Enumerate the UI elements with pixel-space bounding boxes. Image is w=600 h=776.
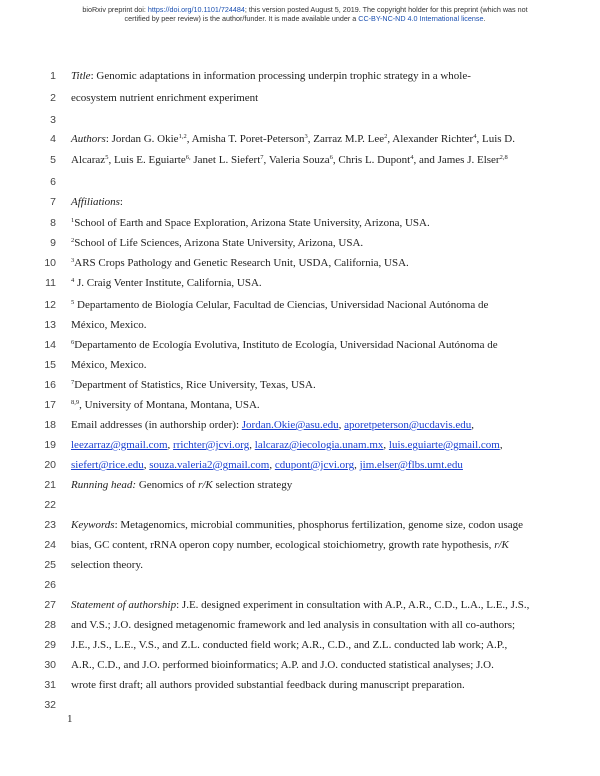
line-text bbox=[71, 355, 146, 375]
manuscript-line bbox=[0, 355, 600, 375]
superscript: 2,8 bbox=[499, 154, 508, 161]
author-name: , Chris L. Dupont bbox=[332, 154, 411, 166]
author-name: , Luis D. bbox=[476, 133, 515, 145]
affiliation-text: Departamento de Biología Celular, Facultad de Ciencias, Universidad Nacional Autónoma de bbox=[74, 299, 489, 311]
line-text bbox=[71, 88, 258, 108]
email-link[interactable]: cdupont@jcvi.org bbox=[274, 459, 355, 471]
line-text: siefert@rice.edu, souza.valeria2@gmail.com, cdupont@jcvi.org, jim.elser@flbs.umt.edu bbox=[71, 459, 463, 471]
line-number: 27 bbox=[44, 599, 56, 611]
email-link[interactable]: aporetpeterson@ucdavis.edu bbox=[344, 419, 472, 431]
manuscript-line bbox=[0, 315, 600, 335]
email-label: Email addresses (in authorship order): bbox=[71, 419, 242, 431]
author-name: , Alexander Richter bbox=[387, 133, 474, 145]
superscript: 3 bbox=[304, 133, 308, 140]
author-name: , Amisha T. Poret-Peterson bbox=[186, 133, 305, 145]
keywords-text: : Metagenomics, microbial communities, phosphorus fertilization, genome size, codon usage bbox=[114, 519, 524, 531]
banner-text: bioRxiv preprint doi: bbox=[82, 5, 148, 14]
line-text bbox=[71, 233, 363, 253]
line-number: 31 bbox=[44, 679, 56, 691]
line-number: 6 bbox=[50, 176, 56, 188]
manuscript-line bbox=[0, 615, 600, 635]
manuscript-line bbox=[0, 575, 600, 595]
title-text: : Genomic adaptations in information processing underpin trophic strategy in a whole- bbox=[90, 70, 471, 82]
running-head-label: Running head: bbox=[71, 479, 137, 491]
line-number: 22 bbox=[44, 499, 56, 511]
manuscript-line bbox=[0, 233, 600, 253]
superscript: 4 bbox=[473, 133, 477, 140]
affiliation-text: México, Mexico. bbox=[71, 319, 147, 331]
line-number: 32 bbox=[44, 699, 56, 711]
line-number: 2 bbox=[50, 92, 56, 104]
superscript: 7 bbox=[260, 154, 264, 161]
manuscript-line bbox=[0, 495, 600, 515]
line-text bbox=[71, 335, 498, 355]
line-text bbox=[71, 595, 529, 615]
line-text bbox=[71, 253, 409, 273]
statement-label: Statement of authorship bbox=[71, 599, 177, 611]
line-text bbox=[71, 129, 515, 149]
affiliation-text: School of Earth and Space Exploration, Arizona State University, Arizona, USA. bbox=[74, 217, 430, 229]
manuscript-line bbox=[0, 88, 600, 108]
line-text bbox=[71, 655, 494, 675]
manuscript-line bbox=[0, 415, 600, 435]
manuscript-line bbox=[0, 129, 600, 149]
banner-text: . bbox=[483, 14, 486, 23]
line-number: 5 bbox=[50, 154, 56, 166]
line-number: 4 bbox=[50, 133, 56, 145]
line-number: 17 bbox=[44, 399, 56, 411]
affiliation-text: J. Craig Venter Institute, California, USA. bbox=[74, 277, 262, 289]
manuscript-line bbox=[0, 253, 600, 273]
manuscript-line bbox=[0, 172, 600, 192]
superscript: 7 bbox=[71, 379, 75, 386]
line-number: 24 bbox=[44, 539, 56, 551]
author-name: Janet L. Siefert bbox=[190, 154, 261, 166]
statement-text: and V.S.; J.O. designed metagenomic framework and led analysis in consultation with all co-authors; bbox=[71, 619, 516, 631]
line-number: 10 bbox=[44, 257, 56, 269]
line-text bbox=[71, 395, 260, 415]
line-text bbox=[71, 555, 143, 575]
superscript: 3 bbox=[71, 257, 75, 264]
line-text bbox=[71, 375, 316, 395]
page-number: 1 bbox=[67, 713, 73, 725]
running-head-text: selection strategy bbox=[212, 479, 293, 491]
manuscript-line bbox=[0, 273, 600, 293]
author-name: Alcaraz bbox=[71, 154, 106, 166]
manuscript-line bbox=[0, 213, 600, 233]
superscript: 8,9 bbox=[71, 399, 80, 406]
author-name: , Valeria Souza bbox=[263, 154, 330, 166]
line-number: 21 bbox=[44, 479, 56, 491]
affiliation-text: School of Life Sciences, Arizona State University, Arizona, USA. bbox=[74, 237, 364, 249]
manuscript-line bbox=[0, 295, 600, 315]
line-number: 12 bbox=[44, 299, 56, 311]
manuscript-line bbox=[0, 455, 600, 475]
author-name: , Zarraz M.P. Lee bbox=[307, 133, 385, 145]
author-name: : Jordan G. Okie bbox=[105, 133, 179, 145]
superscript: 2 bbox=[384, 133, 388, 140]
line-text bbox=[71, 295, 488, 315]
manuscript-line bbox=[0, 150, 600, 170]
manuscript-line bbox=[0, 435, 600, 455]
statement-text: wrote first draft; all authors provided substantial feedback during manuscript preparation. bbox=[71, 679, 465, 691]
line-number: 25 bbox=[44, 559, 56, 571]
line-text bbox=[71, 315, 146, 335]
title-text: ecosystem nutrient enrichment experiment bbox=[71, 92, 259, 104]
manuscript-line bbox=[0, 475, 600, 495]
line-text bbox=[71, 515, 523, 535]
line-text bbox=[71, 273, 262, 293]
manuscript-line bbox=[0, 110, 600, 130]
line-text bbox=[71, 675, 465, 695]
doi-link[interactable]: https://doi.org/10.1101/724484 bbox=[147, 5, 245, 14]
manuscript-line bbox=[0, 335, 600, 355]
email-link[interactable]: Jordan.Okie@asu.edu bbox=[241, 419, 339, 431]
banner-text: ; this version posted August 5, 2019. The copyright holder for this preprint (which was not bbox=[244, 5, 528, 14]
line-number: 16 bbox=[44, 379, 56, 391]
affiliation-text: Departamento de Ecología Evolutiva, Instituto de Ecología, Universidad Nacional Autónoma de bbox=[74, 339, 498, 351]
line-number: 20 bbox=[44, 459, 56, 471]
line-number: 30 bbox=[44, 659, 56, 671]
line-number: 15 bbox=[44, 359, 56, 371]
line-number: 18 bbox=[44, 419, 56, 431]
line-text: Affiliations: bbox=[71, 196, 123, 208]
line-number: 1 bbox=[50, 70, 56, 82]
manuscript-line bbox=[0, 395, 600, 415]
line-text bbox=[71, 535, 509, 555]
superscript: 5 bbox=[105, 154, 109, 161]
line-number: 3 bbox=[50, 114, 56, 126]
manuscript-line bbox=[0, 535, 600, 555]
line-number: 11 bbox=[45, 277, 56, 289]
superscript: 1 bbox=[71, 217, 75, 224]
statement-text: A.R., C.D., and J.O. performed bioinformatics; A.P. and J.O. conducted statistical analyses; J.O. bbox=[71, 659, 494, 671]
line-text bbox=[71, 635, 507, 655]
email-link[interactable]: luis.eguiarte@gmail.com bbox=[388, 439, 500, 451]
line-number: 28 bbox=[44, 619, 56, 631]
email-link[interactable]: siefert@rice.edu bbox=[71, 459, 144, 471]
manuscript-line bbox=[0, 66, 600, 86]
title-label: Title bbox=[71, 70, 91, 82]
manuscript-line bbox=[0, 635, 600, 655]
line-text bbox=[71, 213, 430, 233]
superscript: 1,2 bbox=[178, 133, 187, 140]
manuscript-line bbox=[0, 515, 600, 535]
keywords-text: bias, GC content, rRNA operon copy number, ecological stoichiometry, growth rate hypothesis, bbox=[71, 539, 495, 551]
superscript: 6, bbox=[185, 154, 191, 161]
line-text bbox=[71, 150, 508, 170]
banner-text: certified by peer review) is the author/funder. It is made available under a bbox=[124, 14, 359, 23]
superscript: 5 bbox=[71, 299, 75, 306]
affiliation-text: , University of Montana, Montana, USA. bbox=[79, 399, 260, 411]
authors-label: Authors bbox=[71, 133, 106, 145]
line-text: Email addresses (in authorship order): Jordan.Okie@asu.edu, aporetpeterson@ucdavis.edu, bbox=[71, 419, 475, 431]
email-link[interactable]: lalcaraz@iecologia.unam.mx bbox=[254, 439, 384, 451]
affiliation-text: México, Mexico. bbox=[71, 359, 147, 371]
line-number: 9 bbox=[50, 237, 56, 249]
email-link[interactable]: jim.elser@flbs.umt.edu bbox=[359, 459, 463, 471]
line-number: 29 bbox=[44, 639, 56, 651]
affiliations-label: Affiliations bbox=[71, 196, 120, 208]
email-link[interactable]: souza.valeria2@gmail.com bbox=[149, 459, 270, 471]
superscript: 2 bbox=[71, 237, 75, 244]
line-number: 14 bbox=[44, 339, 56, 351]
manuscript-line bbox=[0, 192, 600, 212]
running-head-text: r/K bbox=[198, 479, 213, 491]
keywords-label: Keywords bbox=[71, 519, 115, 531]
line-text: leezarraz@gmail.com, rrichter@jcvi.org, lalcaraz@iecologia.unam.mx, luis.eguiarte@gmail.com, bbox=[71, 439, 503, 451]
keywords-text: r/K bbox=[494, 539, 509, 551]
author-name: , and James J. Elser bbox=[413, 154, 500, 166]
line-text bbox=[71, 475, 292, 495]
affiliation-text: Department of Statistics, Rice University, Texas, USA. bbox=[74, 379, 316, 391]
superscript: 4 bbox=[71, 277, 75, 284]
manuscript-line bbox=[0, 375, 600, 395]
email-link[interactable]: rrichter@jcvi.org bbox=[173, 439, 250, 451]
manuscript-line bbox=[0, 695, 600, 715]
line-number: 8 bbox=[50, 217, 56, 229]
line-number: 23 bbox=[44, 519, 56, 531]
statement-text: : J.E. designed experiment in consultation with A.P., A.R., C.D., L.A., L.E., J.S., bbox=[176, 599, 530, 611]
line-number: 13 bbox=[44, 319, 56, 331]
manuscript-line bbox=[0, 595, 600, 615]
line-text bbox=[71, 66, 471, 86]
line-number: 19 bbox=[44, 439, 56, 451]
affiliation-text: ARS Crops Pathology and Genetic Research Unit, USDA, California, USA. bbox=[74, 257, 409, 269]
superscript: 4 bbox=[410, 154, 414, 161]
running-head-text: Genomics of bbox=[136, 479, 199, 491]
line-number: 7 bbox=[50, 196, 56, 208]
email-link[interactable]: leezarraz@gmail.com bbox=[71, 439, 168, 451]
superscript: 6 bbox=[71, 339, 75, 346]
statement-text: J.E., J.S., L.E., V.S., and Z.L. conducted field work; A.R., C.D., and Z.L. conducted lab work; A.P., bbox=[71, 639, 508, 651]
manuscript-line bbox=[0, 675, 600, 695]
manuscript-line bbox=[0, 655, 600, 675]
license-link[interactable]: CC-BY-NC-ND 4.0 International license bbox=[358, 14, 484, 23]
keywords-text: selection theory. bbox=[71, 559, 143, 571]
line-number: 26 bbox=[44, 579, 56, 591]
line-text bbox=[71, 615, 515, 635]
superscript: 6 bbox=[329, 154, 333, 161]
author-name: , Luis E. Eguiarte bbox=[108, 154, 186, 166]
manuscript-line bbox=[0, 555, 600, 575]
preprint-banner bbox=[40, 5, 570, 23]
